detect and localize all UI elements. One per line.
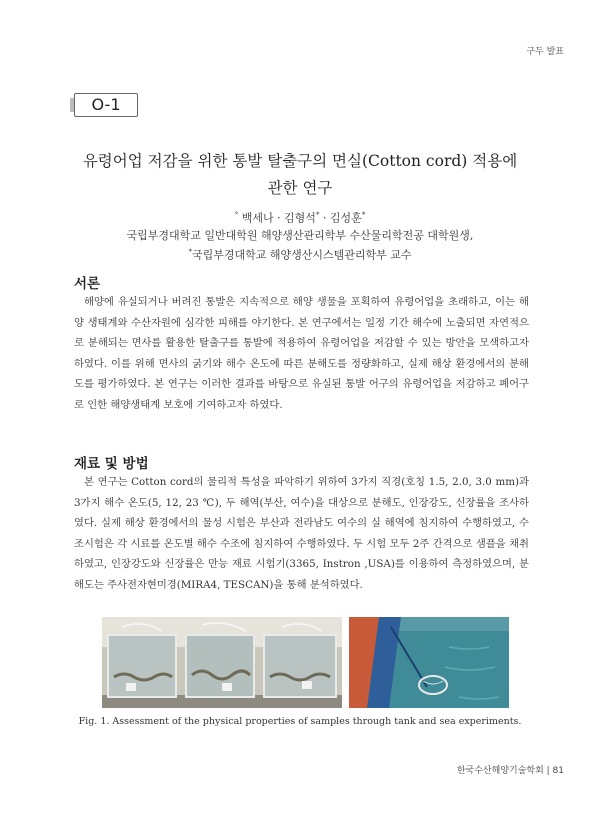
figure-caption: Fig. 1. Assessment of the physical properties of samples through tank and sea experiments. [78, 716, 522, 727]
intro-heading: 서론 [74, 276, 101, 292]
title-line-1: 유령어업 저감을 위한 통발 탈출구의 면실(Cotton cord) 적용에 [82, 152, 518, 170]
footer-page: 한국수산해양기술학회 | 81 [456, 766, 564, 776]
paper-code-box: O-1 [74, 93, 138, 117]
affiliation-2-mark: * [188, 247, 192, 256]
methods-paragraph: 본 연구는 Cotton cord의 물리적 특성을 파악하기 위하여 3가지 직경(호칭 1.5, 2.0, 3.0 mm)과 3가지 해수 온도(5, 12, 23 ℃), 두 해역(부산, 여수)을 대상으로 분해도, 인장강도, 신장률을 조사하였다. 실제 해상 환경에서의 물성 시험은 부산과 전라남도 여수의 실 해역에 침지하여 수행하였고, 수조시험은 각 시료를 온도별 해수 수조에 침지하여 수행하였다. 두 시험 모두 2주 간격으로 샘플을 채취하였고, 인장강도와 신장률은 만능 재료 시험기(3365, Instron ,USA)를 이용하여 측정하였으며, 분해도는 주사전자현미경(MIRA4, TESCAN)을 통해 분석하였다. [74, 476, 529, 591]
author-last: · 김성훈 [319, 211, 362, 225]
intro-paragraph: 해양에 유실되거나 버려진 통발은 지속적으로 해양 생물을 포획하여 유령어업을 초래하고, 이는 해양 생태계와 수산자원에 심각한 피해를 야기한다. 본 연구에서는 일정 기간 해수에 노출되면 자연적으로 분해되는 면사를 활용한 탈출구를 통발에 적용하여 유령어업을 저감할 수 있는 방안을 모색하고자 하였다. 이를 위해 면사의 굵기와 해수 온도에 따른 분해도를 정량화하고, 실제 해상 환경에서의 분해도를 평가하였다. 본 연구는 이러한 결과를 바탕으로 유실된 통발 어구의 유령어업을 저감하고 폐어구로 인한 해양생태계 보호에 기여하고자 하였다. [74, 296, 529, 411]
corresponding-mark-2: * [361, 211, 366, 219]
figure-1 [102, 617, 509, 708]
paper-title [60, 148, 540, 202]
title-line-2: 관한 연구 [267, 179, 333, 197]
author-names [60, 207, 540, 227]
methods-heading: 재료 및 방법 [74, 456, 149, 472]
corresponding-mark: * [315, 211, 320, 219]
header-section-label: 구두 발표 [526, 47, 564, 57]
affiliation-1: 국립부경대학교 일반대학원 해양생산관리학부 수산물리학전공 대학원생, [126, 228, 474, 242]
author-block [60, 207, 540, 263]
author-names-text: 백세나 · 김형석 [241, 211, 316, 225]
affiliation-2 [60, 244, 540, 264]
tank-experiment-photo [102, 617, 342, 708]
sea-experiment-photo [349, 617, 509, 708]
affiliation-2-text: 국립부경대학교 해양생산시스템관리학부 교수 [191, 248, 412, 262]
presenter-mark: ° [234, 211, 239, 219]
